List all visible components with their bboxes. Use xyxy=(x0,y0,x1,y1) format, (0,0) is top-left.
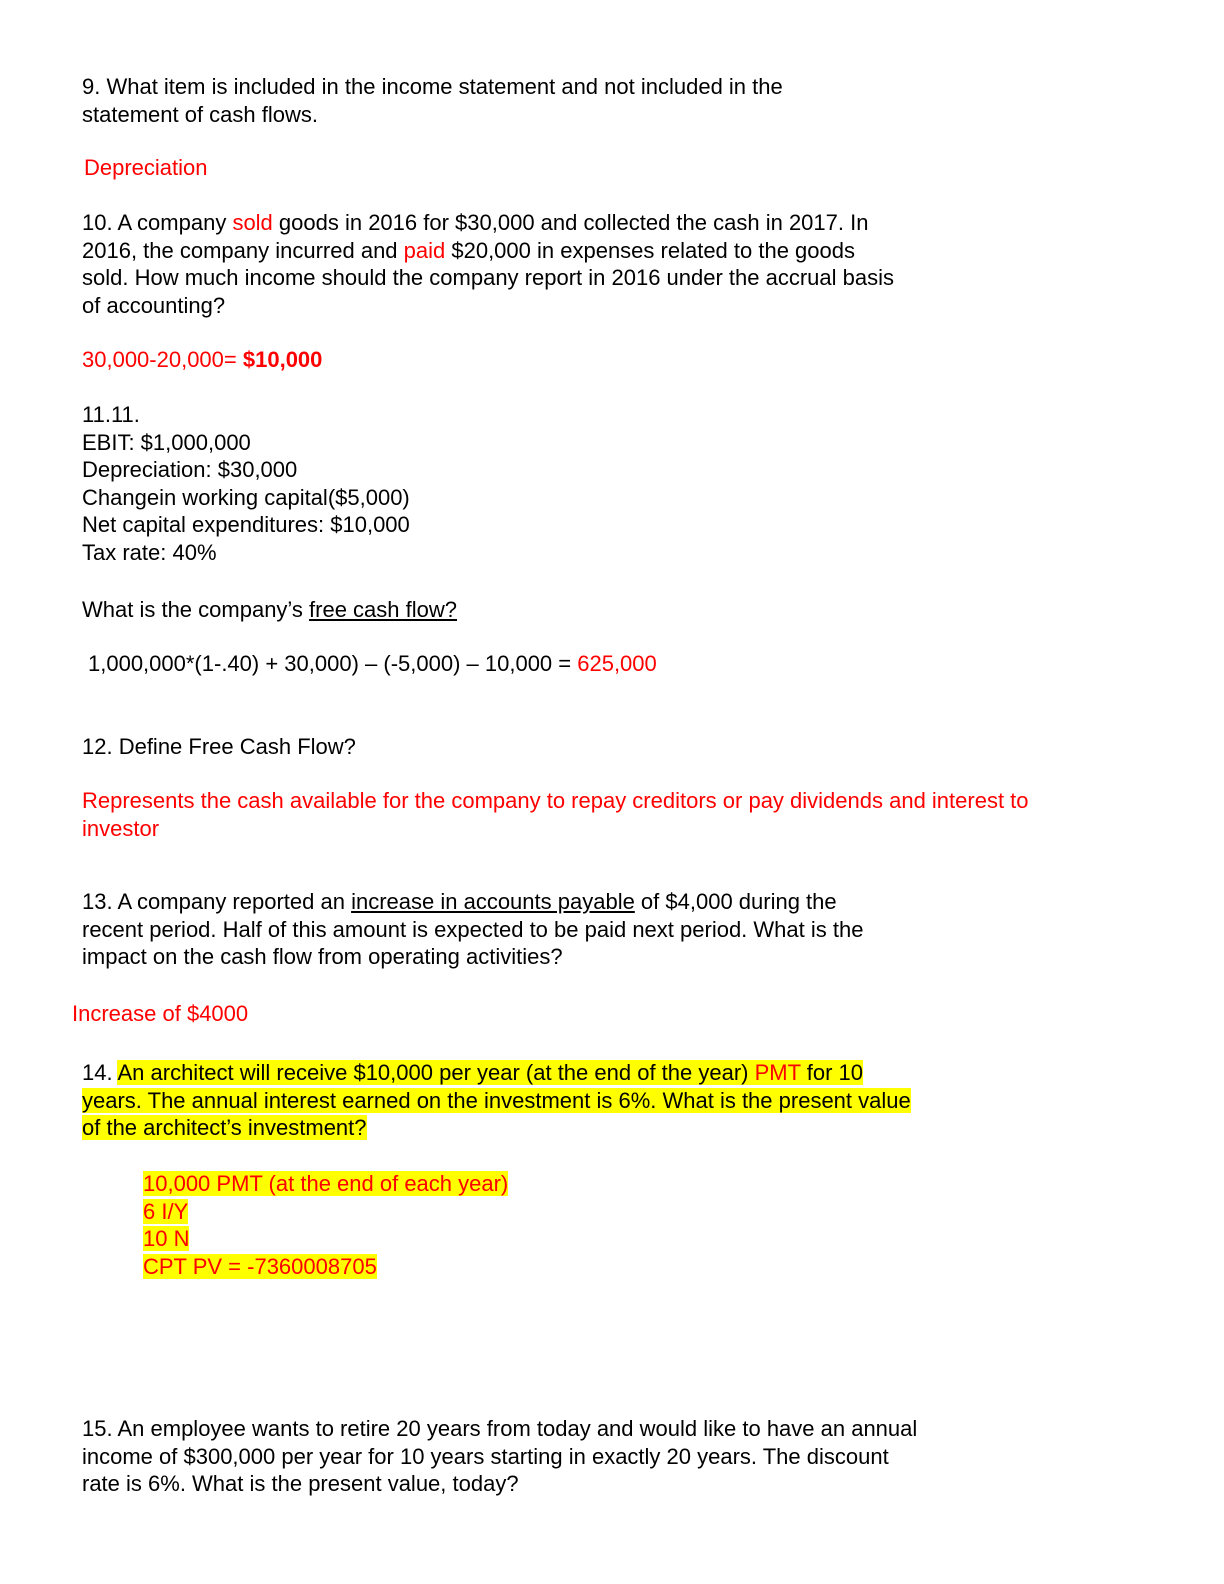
q11-number: 11.11. xyxy=(82,402,140,427)
q14-text: years. The annual interest earned on the investment is 6%. What is the present value xyxy=(82,1087,911,1113)
q10-keyword-sold: sold xyxy=(232,210,273,235)
q11-change-working-capital: Changein working capital($5,000) xyxy=(82,484,410,510)
q14-answer xyxy=(143,1170,508,1280)
q14-number: 14. xyxy=(82,1060,118,1085)
q11-depreciation: Depreciation: $30,000 xyxy=(82,457,298,482)
q10-text: 2016, the company incurred and xyxy=(82,237,404,263)
q14-answer-n: 10 N xyxy=(143,1226,190,1251)
q14-answer-line-1 xyxy=(143,1170,508,1198)
q9-line-1: 9. What item is included in the income statement and not included in the xyxy=(82,74,783,99)
q14-answer-iy: 6 I/Y xyxy=(143,1198,189,1224)
q12-answer-line-1: Represents the cash available for the company to repay creditors or pay dividends and interest to xyxy=(82,788,1029,813)
q11-ebit: EBIT: $1,000,000 xyxy=(82,429,251,455)
q13-underlined: increase in accounts payable xyxy=(351,889,635,914)
q10-line-4: of accounting? xyxy=(82,292,226,318)
q14-answer-line-4 xyxy=(143,1253,508,1281)
q9-line-2: statement of cash flows. xyxy=(82,101,318,127)
q14-answer-pv: CPT PV = -7360008705 xyxy=(143,1253,377,1279)
q13-line-1 xyxy=(82,888,863,916)
q12-question: 12. Define Free Cash Flow? xyxy=(82,734,356,759)
q14-line-2 xyxy=(82,1087,911,1115)
q12-answer xyxy=(82,787,1029,842)
q15-line-3: rate is 6%. What is the present value, today? xyxy=(82,1471,519,1496)
q12-answer-line-2: investor xyxy=(82,815,160,841)
q14-text: An architect will receive $10,000 per year (at the end of the year) xyxy=(117,1060,755,1085)
q13-text: of $4,000 during the xyxy=(634,889,837,914)
q10-line-3: sold. How much income should the company report in 2016 under the accrual basis xyxy=(82,265,895,290)
q11-data xyxy=(82,401,410,566)
q9-question xyxy=(82,73,783,128)
q13-line-3: impact on the cash flow from operating activities? xyxy=(82,944,563,969)
q13-line-2: recent period. Half of this amount is expected to be paid next period. What is the xyxy=(82,916,864,942)
q10-text: 10. A company xyxy=(82,210,233,235)
q10-text: goods in 2016 for $30,000 and collected the cash in 2017. In xyxy=(272,210,869,235)
q10-question xyxy=(82,209,894,319)
q11-question-text: What is the company’s xyxy=(82,597,310,622)
q13-answer: Increase of $4000 xyxy=(72,1001,249,1026)
q10-line-2 xyxy=(82,237,894,265)
q14-answer-pmt: 10,000 PMT (at the end of each year) xyxy=(143,1171,509,1196)
q11-net-capex: Net capital expenditures: $10,000 xyxy=(82,512,410,537)
q14-question xyxy=(82,1059,911,1142)
q10-keyword-paid: paid xyxy=(403,237,446,263)
q14-answer-line-3 xyxy=(143,1225,508,1253)
q10-text: $20,000 in expenses related to the goods xyxy=(445,237,855,263)
q15-question xyxy=(82,1415,917,1498)
q14-line-1 xyxy=(82,1059,911,1087)
q10-answer-calc: 30,000-20,000= xyxy=(82,347,243,372)
q10-line-1 xyxy=(82,209,894,237)
q11-question-underlined: free cash flow? xyxy=(309,597,457,622)
q14-text: for 10 xyxy=(800,1060,864,1085)
q11-formula: 1,000,000*(1-.40) + 30,000) – (-5,000) – 10,000 = xyxy=(88,651,578,676)
q14-answer-line-2 xyxy=(143,1198,508,1226)
q13-question xyxy=(82,888,863,971)
q9-answer: Depreciation xyxy=(84,155,208,180)
q13-text: 13. A company reported an xyxy=(82,889,352,914)
q10-answer xyxy=(82,346,322,374)
q15-line-2: income of $300,000 per year for 10 years starting in exactly 20 years. The discount xyxy=(82,1443,889,1469)
q14-keyword-pmt: PMT xyxy=(754,1060,801,1085)
q11-result: 625,000 xyxy=(577,651,657,676)
q11-tax-rate: Tax rate: 40% xyxy=(82,539,217,565)
q10-answer-result: $10,000 xyxy=(242,347,323,372)
q11-answer xyxy=(88,650,657,678)
q14-text: of the architect’s investment? xyxy=(82,1115,367,1140)
q15-line-1: 15. An employee wants to retire 20 years from today and would like to have an annual xyxy=(82,1416,918,1441)
q11-question xyxy=(82,596,457,624)
q14-highlight xyxy=(117,1060,863,1085)
q14-line-3 xyxy=(82,1114,911,1142)
